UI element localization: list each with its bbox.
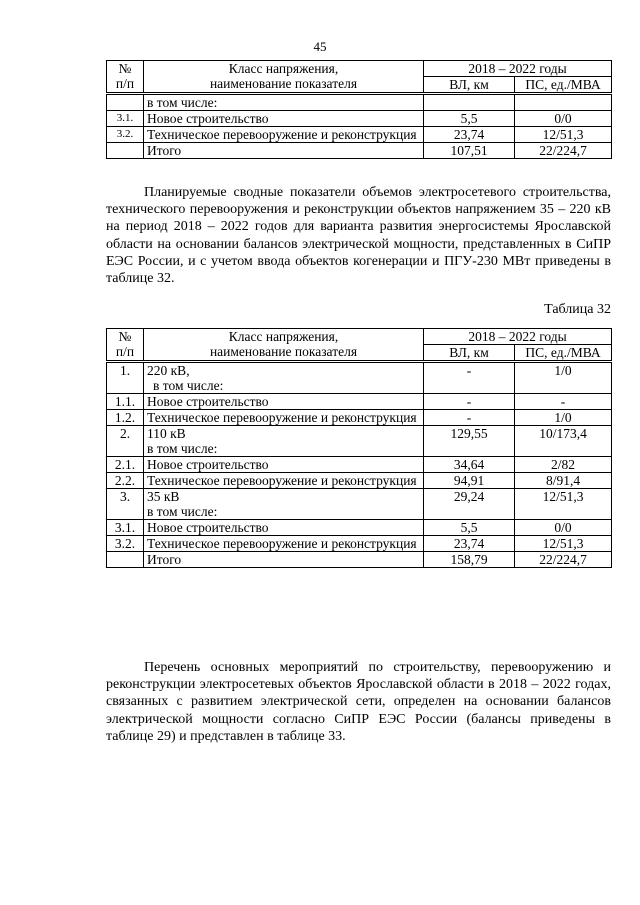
header-vl: ВЛ, км bbox=[424, 345, 515, 362]
table-row: 2.2. Техническое перевооружение и реконструкция 94,91 8/91,4 bbox=[107, 473, 612, 489]
header-vl: ВЛ, км bbox=[424, 77, 515, 94]
table-header-row bbox=[107, 329, 612, 345]
table-total-row: Итого 158,79 22/224,7 bbox=[107, 552, 612, 568]
table-row: в том числе: bbox=[107, 94, 612, 111]
header-years: 2018 – 2022 годы bbox=[424, 329, 612, 345]
header-class: Класс напряжения, наименование показателя bbox=[144, 329, 424, 362]
header-number: № п/п bbox=[107, 329, 144, 362]
table-total-row: Итого 107,51 22/224,7 bbox=[107, 143, 612, 159]
paragraph-measures: Перечень основных мероприятий по строительству, перевооружению и реконструкции электросетевых объектов Ярославской области в 2018 – 2022 годах, связанных с развитием электрической сети, определен на основании балансов электрической мощности согласно СиПР ЕЭС России (балансы приведены в таблице 29) и представлен в таблице 33. bbox=[106, 660, 611, 744]
table-row: 3. 35 кВ в том числе: 29,24 12/51,3 bbox=[107, 489, 612, 520]
paragraph-summary: Планируемые сводные показатели объемов электросетевого строительства, технического перевооружения и реконструкции объектов напряжением 35 – 220 кВ на период 2018 – 2022 годов для варианта развития энергосистемы Ярославской области на основании балансов электрической мощности, представленных в СиПР ЕЭС России, и с учетом ввода объектов когенерации и ПГУ-230 МВт приведены в таблице 32. bbox=[106, 185, 611, 287]
table-32 bbox=[106, 328, 612, 568]
header-ps: ПС, ед./МВА bbox=[515, 345, 612, 362]
table-caption: Таблица 32 bbox=[544, 302, 611, 317]
table-row: 2. 110 кВ в том числе: 129,55 10/173,4 bbox=[107, 426, 612, 457]
page-number: 45 bbox=[313, 39, 327, 54]
header-class: Класс напряжения, наименование показателя bbox=[144, 61, 424, 94]
table-continuation bbox=[106, 60, 612, 159]
table-row: 2.1. Новое строительство 34,64 2/82 bbox=[107, 457, 612, 473]
table-row: 3.2. Техническое перевооружение и реконструкция 23,74 12/51,3 bbox=[107, 127, 612, 143]
table-row: 3.1. Новое строительство 5,5 0/0 bbox=[107, 520, 612, 536]
header-ps: ПС, ед./МВА bbox=[515, 77, 612, 94]
table-row: 3.1. Новое строительство 5,5 0/0 bbox=[107, 111, 612, 127]
header-number: № п/п bbox=[107, 61, 144, 94]
table-row: 1.1. Новое строительство - - bbox=[107, 394, 612, 410]
table-row: 1.2. Техническое перевооружение и реконструкция - 1/0 bbox=[107, 410, 612, 426]
table-header-row bbox=[107, 61, 612, 77]
header-years: 2018 – 2022 годы bbox=[424, 61, 612, 77]
table-row: 1. 220 кВ, в том числе: - 1/0 bbox=[107, 362, 612, 394]
table-row: 3.2. Техническое перевооружение и реконструкция 23,74 12/51,3 bbox=[107, 536, 612, 552]
